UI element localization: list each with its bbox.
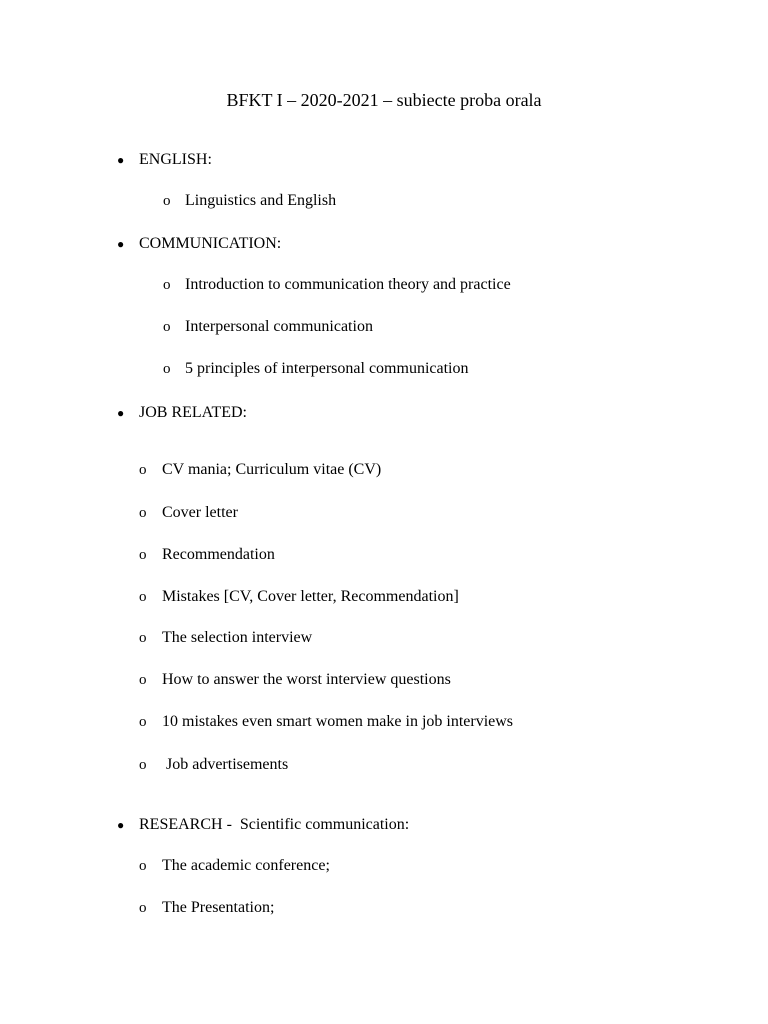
- bullet-marker: ●: [117, 818, 125, 832]
- sub-bullet-marker: o: [163, 277, 171, 293]
- sub-bullet-marker: o: [139, 672, 147, 688]
- section-heading-job-related: JOB RELATED:: [139, 404, 247, 421]
- list-item: How to answer the worst interview questions: [162, 671, 451, 688]
- sub-bullet-marker: o: [139, 630, 147, 646]
- list-item: 5 principles of interpersonal communication: [185, 360, 469, 377]
- sub-bullet-marker: o: [163, 319, 171, 335]
- list-item: The academic conference;: [162, 857, 330, 874]
- sub-bullet-marker: o: [139, 505, 147, 521]
- list-item: Job advertisements: [162, 756, 289, 773]
- sub-bullet-marker: o: [139, 757, 147, 773]
- list-item: Linguistics and English: [185, 192, 337, 209]
- list-item: The selection interview: [162, 629, 313, 646]
- list-item: The Presentation;: [162, 899, 275, 916]
- sub-bullet-marker: o: [139, 858, 147, 874]
- section-heading-english: ENGLISH:: [139, 151, 212, 168]
- list-item: CV mania; Curriculum vitae (CV): [162, 461, 382, 478]
- bullet-marker: ●: [117, 406, 125, 420]
- list-item: Cover letter: [162, 504, 238, 521]
- sub-bullet-marker: o: [139, 589, 147, 605]
- list-item: Mistakes [CV, Cover letter, Recommendation]: [162, 588, 459, 605]
- section-heading-communication: COMMUNICATION:: [139, 235, 282, 252]
- sub-bullet-marker: o: [163, 361, 171, 377]
- list-item: Interpersonal communication: [185, 318, 373, 335]
- sub-bullet-marker: o: [139, 547, 147, 563]
- sub-bullet-marker: o: [139, 714, 147, 730]
- bullet-marker: ●: [117, 153, 125, 167]
- sub-bullet-marker: o: [163, 193, 171, 209]
- sub-bullet-marker: o: [139, 462, 147, 478]
- list-item: Recommendation: [162, 546, 275, 563]
- section-heading-research: RESEARCH - Scientific communication:: [139, 816, 410, 833]
- page-title: BFKT I – 2020-2021 – subiecte proba orala: [226, 90, 542, 110]
- bullet-marker: ●: [117, 237, 125, 251]
- list-item: 10 mistakes even smart women make in job interviews: [162, 713, 514, 730]
- sub-bullet-marker: o: [139, 900, 147, 916]
- list-item: Introduction to communication theory and practice: [185, 276, 511, 293]
